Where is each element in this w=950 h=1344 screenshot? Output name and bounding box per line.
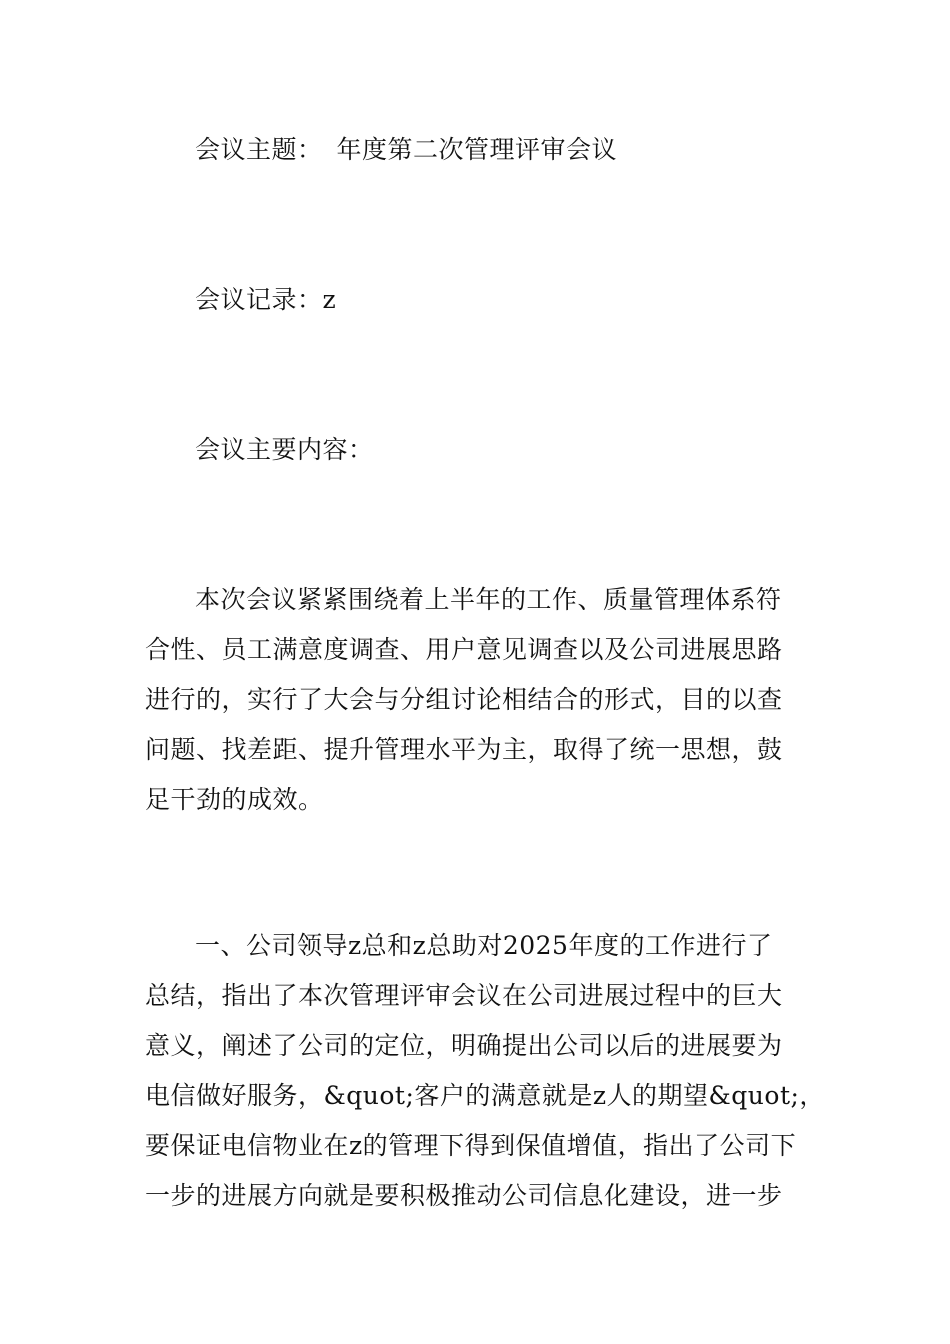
meeting-recorder-value: z	[322, 285, 337, 314]
meeting-recorder-label: 会议记录：	[195, 285, 323, 314]
paragraph-line: 本次会议紧紧围绕着上半年的工作、质量管理体系符	[195, 585, 782, 614]
paragraph-line: 总结，指出了本次管理评审会议在公司进展过程中的巨大	[145, 981, 783, 1010]
meeting-contents-label: 会议主要内容：	[195, 435, 374, 464]
paragraph-line: 要保证电信物业在z的管理下得到保值增值，指出了公司下	[145, 1131, 797, 1160]
paragraph-line: 一、公司领导z总和z总助对2025年度的工作进行了	[195, 931, 773, 960]
meeting-topic-value: 年度第二次管理评审会议	[336, 135, 618, 164]
paragraph-line: 足干劲的成效。	[145, 785, 324, 814]
paragraph-line: 合性、员工满意度调查、用户意见调查以及公司进展思路	[145, 635, 783, 664]
paragraph-line: 一步的进展方向就是要积极推动公司信息化建设，进一步	[145, 1181, 783, 1210]
paragraph-line: 进行的，实行了大会与分组讨论相结合的形式，目的以查	[145, 685, 783, 714]
meeting-topic-label: 会议主题：	[195, 135, 323, 164]
meeting-topic-line	[195, 125, 857, 175]
paragraph-line: 电信做好服务，&quot;客户的满意就是z人的期望&quot;，	[145, 1081, 825, 1110]
meeting-contents-heading	[195, 425, 857, 475]
summary-paragraph	[145, 575, 807, 825]
meeting-recorder-line	[195, 275, 857, 325]
item-one-paragraph	[145, 921, 825, 1221]
paragraph-line: 意义，阐述了公司的定位，明确提出公司以后的进展要为	[145, 1031, 783, 1060]
paragraph-line: 问题、找差距、提升管理水平为主，取得了统一思想，鼓	[145, 735, 783, 764]
